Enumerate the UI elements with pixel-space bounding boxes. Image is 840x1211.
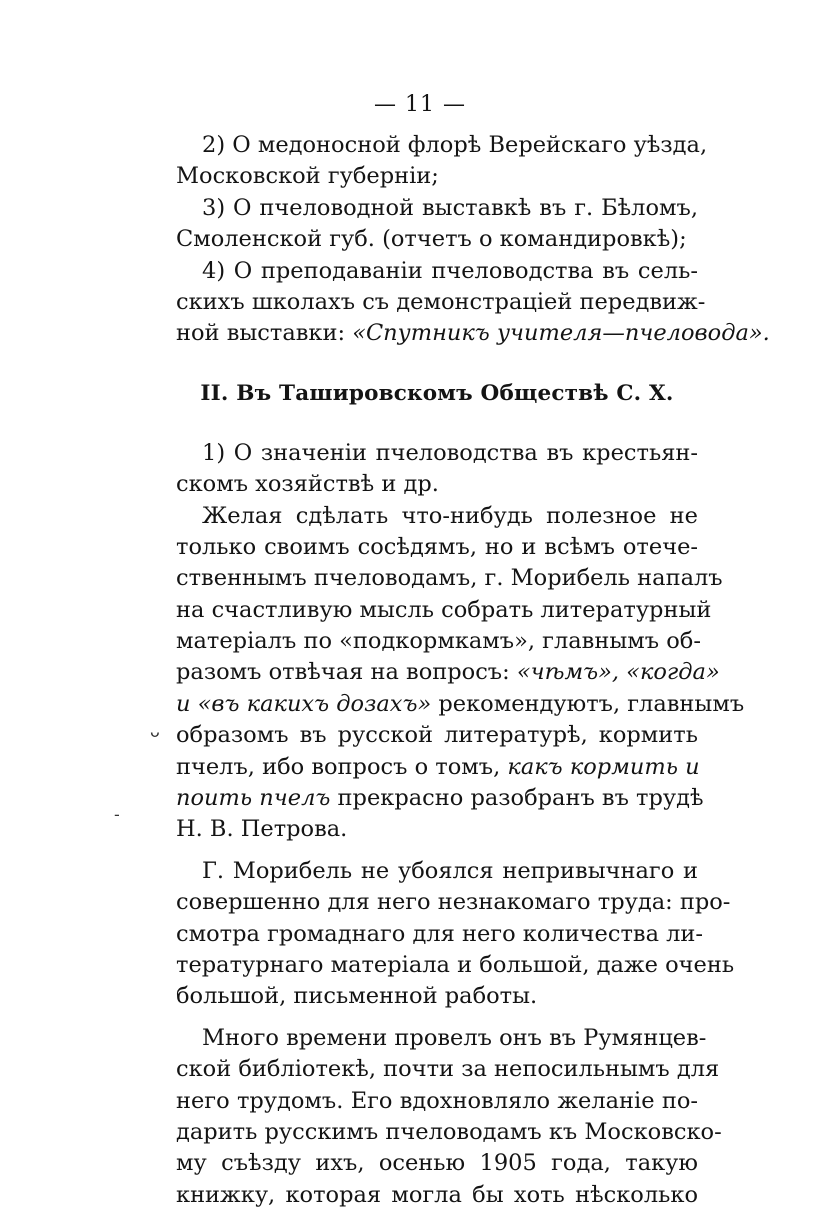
para1-line6-text: разомъ отвѣчая на вопросъ: <box>176 659 517 686</box>
para1-line6 <box>176 657 720 688</box>
para1-line2: только своимъ сосѣдямъ, но и всѣмъ отече- <box>176 533 698 560</box>
para1-line10 <box>176 783 704 814</box>
para1-line10-text: прекрасно разобранъ въ трудѣ <box>330 785 704 812</box>
para1-line5: матеріалъ по «подкормкамъ», главнымъ об- <box>176 628 701 655</box>
para1-line7-italic: и «въ какихъ дозахъ» <box>176 690 432 717</box>
list1-item4-line3-title: «Спутникъ учителя—пчеловода». <box>352 320 770 347</box>
para2-line5: большой, письменной работы. <box>176 983 538 1010</box>
para2-line4: тературнаго матеріала и большой, даже очень <box>176 951 735 978</box>
para1-line7-text: рекомендуютъ, главнымъ <box>431 690 745 717</box>
para2-line3: смотра громаднаго для него количества ли- <box>176 920 704 947</box>
para3-line1: Много времени провелъ онъ въ Румянцев- <box>202 1024 707 1051</box>
list1-item4-line3-text: ной выставки: <box>176 320 353 347</box>
para3-line3: него трудомъ. Его вдохновляло желаніе по- <box>176 1087 698 1114</box>
paragraph-gap <box>176 1013 698 1023</box>
list1-item3-line2: Смоленской губ. (отчетъ о командировкѣ); <box>176 226 687 253</box>
list2-item1-line2: скомъ хозяйствѣ и др. <box>176 471 439 498</box>
margin-dash-mark: - <box>114 805 120 824</box>
para1-line9 <box>176 752 698 783</box>
para1-line6-italic: «чѣмъ», «когда» <box>516 659 720 686</box>
list1-item4-line3 <box>176 318 770 349</box>
page-number: — 11 — <box>374 92 466 117</box>
para1-line9-text: пчелъ, ибо вопросъ о томъ, <box>176 753 508 780</box>
list1-item2-line1: 2) О медоносной флорѣ Верейскаго уѣзда, <box>202 132 708 158</box>
para1-line8: образомъ въ русской литературѣ, кормить <box>176 722 698 749</box>
para1-line11: Н. В. Петрова. <box>176 816 348 843</box>
para3-line4: дарить русскимъ пчеловодамъ къ Московско- <box>176 1118 722 1145</box>
para2-line1: Г. Морибель не убоялся непривычнаго и <box>202 857 698 884</box>
para3-line6: книжку, которая могла бы хоть нѣсколько <box>176 1181 698 1208</box>
para3-line5: му съѣзду ихъ, осенью 1905 года, такую <box>176 1150 698 1177</box>
para1-line4: на счастливую мысль собрать литературный <box>176 596 712 623</box>
margin-mark: ᴗ <box>150 722 160 741</box>
para1-line7 <box>176 689 745 720</box>
list1-item4-line1: 4) О преподаваніи пчеловодства въ сель- <box>202 257 698 284</box>
para1-line9-italic: какъ кормить и <box>507 753 700 780</box>
page-body <box>176 130 770 1211</box>
para3-line2: ской библіотекѣ, почти за непосильнымъ для <box>176 1056 720 1083</box>
list1-item4-line2: скихъ школахъ съ демонстраціей передвиж- <box>176 288 706 315</box>
para1-line3: ственнымъ пчеловодамъ, г. Морибель напалъ <box>176 565 723 592</box>
list2-item1-line1: 1) О значеніи пчеловодства въ крестьян- <box>202 439 698 466</box>
paragraph-gap <box>176 846 698 856</box>
para1-line10-italic: поить пчелъ <box>176 785 331 812</box>
para1-line1: Желая сдѣлать что-нибудь полезное не <box>202 502 698 529</box>
section-heading: II. Въ Таширо‍вскомъ Обществѣ С. X. <box>200 380 674 406</box>
list1-item2-line2: Московской губерніи; <box>176 163 439 190</box>
para2-line2: совершенно для него незнакомаго труда: про- <box>176 889 731 916</box>
list1-item3-line1: 3) О пчеловодной выставкѣ въ г. Бѣломъ, <box>202 194 698 221</box>
